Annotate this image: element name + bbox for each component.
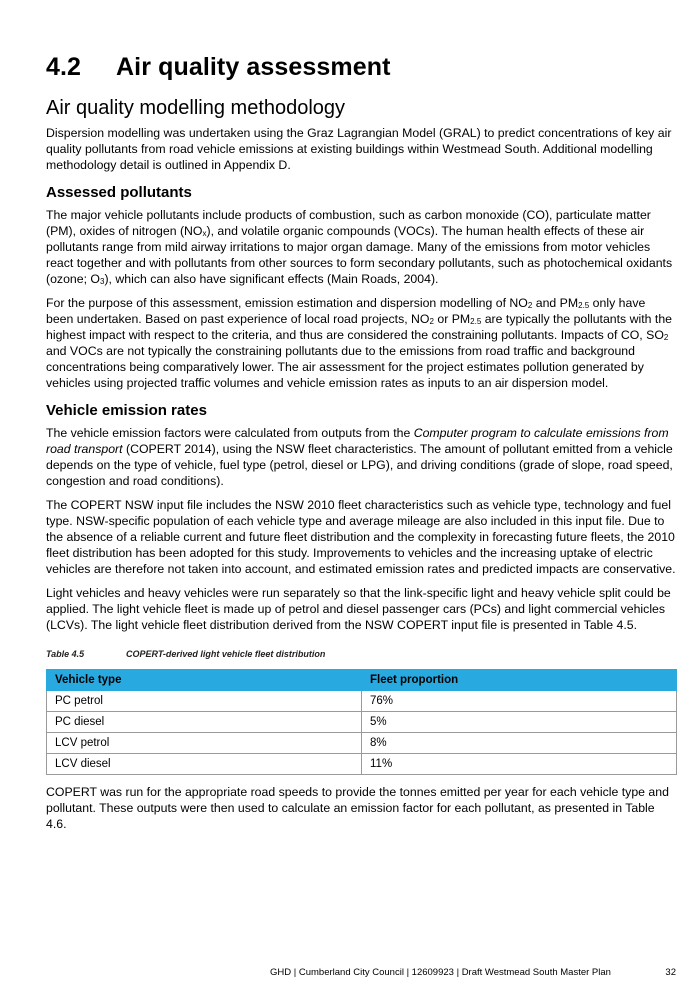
table-caption [46,649,676,659]
column-header-fleet-proportion: Fleet proportion [362,670,677,691]
table-caption-number: Table 4.5 [46,649,85,659]
fleet-proportion-cell: 76% [362,691,677,712]
emission-paragraph-3: Light vehicles and heavy vehicles were run separately so that the link-specific light and heavy vehicle split could be applied. The light vehicle fleet is made up of petrol and diesel passenger cars (PCs) and light commercial vehicles (LCVs). The light vehicle fleet distribution derived from the NSW COPERT input file is presented in Table 4.5. [46,586,671,632]
page-content [46,52,676,832]
emission-paragraph-1: The vehicle emission factors were calculated from outputs from the Computer program to calculate emissions from road transport (COPERT 2014), using the NSW fleet characteristics. The amount of pollutant emitted from a vehicle depends on the type of vehicle, fuel type (petrol, diesel or LPG), and driving conditions (grade of slope, road speed, congestion and road conditions). [46,426,673,488]
vehicle-emission-rates-heading: Vehicle emission rates [46,402,207,419]
emission-paragraph-2: The COPERT NSW input file includes the NSW 2010 fleet characteristics such as vehicle type, technology and fuel type. NSW-specific population of each vehicle type and average mileage are also included in this input file. Due to the absence of a reliable current and future fleet distribution and the complexity in forecasting future fleets, the 2010 fleet distribution has been adopted for this study. Improvements to vehicles and the increasing uptake of electric vehicles are therefore not taken into account, and estimated emission rates and predicted impacts are conservative. [46,498,676,576]
fleet-proportion-cell: 5% [362,712,677,733]
table-row [47,712,677,733]
column-header-vehicle-type: Vehicle type [47,670,362,691]
fleet-proportion-cell: 11% [362,754,677,775]
vehicle-type-cell: PC petrol [47,691,362,712]
pollutants-paragraph-2: For the purpose of this assessment, emission estimation and dispersion modelling of $NO_2$ and $PM_{2.5}$ only have been undertaken. Based on past experience of local road projects, $NO_2$ or $PM_{2.5}$ are typically the pollutants with the highest impact with respect to the criteria, and thus are considered the constraining pollutants. Impacts of CO, $SO_2$ and VOCs are not typically the constraining pollutants due to the emissions from road traffic and background concentrations being comparatively lower. The air assessment for the project estimates pollution generated by vehicles using projected traffic volumes and vehicle emission rates as inputs to an air dispersion model. [46,296,673,390]
table-header-row [47,670,677,691]
intro-paragraph: Dispersion modelling was undertaken using the Graz Lagrangian Model (GRAL) to predict concentrations of key air quality pollutants from road vehicle emissions at existing buildings within Westmead South. Additional modelling methodology detail is outlined in Appendix D. [46,126,672,172]
table-row [47,754,677,775]
after-table-paragraph: COPERT was run for the appropriate road speeds to provide the tonnes emitted per year for each vehicle type and pollutant. These outputs were then used to calculate an emission factor for each pollutant, as presented in Table 4.6. [46,785,669,831]
table-row [47,733,677,754]
page-number: 32 [665,967,676,978]
vehicle-type-cell: LCV petrol [47,733,362,754]
table-caption-title: COPERT-derived light vehicle fleet distribution [126,649,326,659]
subsection-heading: Air quality modelling methodology [46,97,346,119]
section-number: 4.2 [46,53,82,81]
section-heading [46,52,676,82]
vehicle-type-cell: LCV diesel [47,754,362,775]
table-row [47,691,677,712]
page-footer [270,967,676,978]
assessed-pollutants-heading: Assessed pollutants [46,184,192,201]
section-title: Air quality assessment [116,53,391,81]
pollutants-paragraph-1: The major vehicle pollutants include products of combustion, such as carbon monoxide (CO), particulate matter (PM), oxides of nitrogen $(NO_x)$, and volatile organic compounds (VOCs). The human health effects of these air pollutants range from mild airway irritations to major organ damage. Many of the emissions from motor vehicles react together and with pollutants from other sources to form secondary pollutants, such as photochemical oxidants (ozone; $O_3$), which can also have significant effects (Main Roads, 2004). [46,208,673,286]
fleet-proportion-cell: 8% [362,733,677,754]
vehicle-type-cell: PC diesel [47,712,362,733]
fleet-distribution-table [46,669,677,775]
footer-text: GHD | Cumberland City Council | 12609923 | Draft Westmead South Master Plan [270,967,611,978]
